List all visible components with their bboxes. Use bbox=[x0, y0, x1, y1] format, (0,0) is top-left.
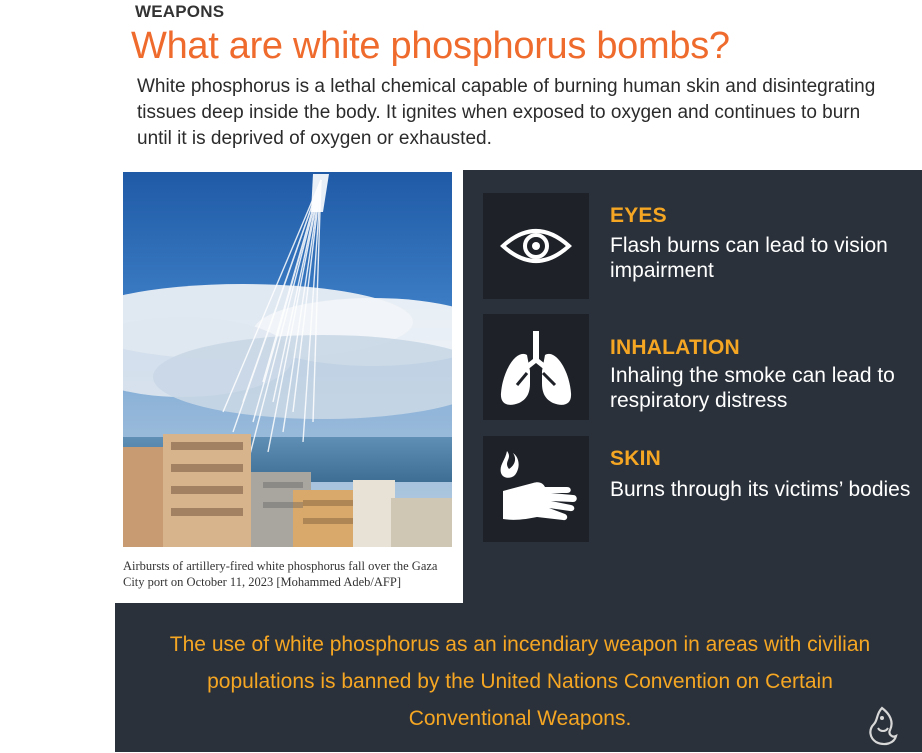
skin-icon-box bbox=[483, 436, 589, 542]
eyes-icon-box bbox=[483, 193, 589, 299]
photo-card bbox=[115, 170, 463, 603]
effect-title-skin: SKIN bbox=[610, 447, 661, 470]
effect-title-inhalation: INHALATION bbox=[610, 336, 740, 359]
white-phosphorus-photo bbox=[123, 172, 452, 547]
effect-desc-inhalation: Inhaling the smoke can lead to respiratory distress bbox=[610, 364, 895, 412]
lungs-icon bbox=[497, 325, 575, 409]
photo-illustration bbox=[123, 172, 452, 547]
section-kicker: WEAPONS bbox=[135, 2, 225, 21]
effect-desc-eyes: Flash burns can lead to vision impairment bbox=[610, 234, 888, 282]
ban-note: The use of white phosphorus as an incendiary weapon in areas with civilian populations is banned by the United Nations Convention on Certain Conventional Weapons. bbox=[169, 633, 871, 730]
effect-title-eyes: EYES bbox=[610, 204, 667, 227]
eye-icon bbox=[500, 226, 572, 266]
al-jazeera-logo bbox=[860, 704, 904, 748]
effect-desc-skin: Burns through its victims’ bodies bbox=[610, 478, 911, 501]
inhalation-icon-box bbox=[483, 314, 589, 420]
photo-caption: Airbursts of artillery-fired white phosphorus fall over the Gaza City port on October 11, 2023 [Mohammed Adeb/AFP] bbox=[123, 559, 438, 589]
burning-hand-icon bbox=[493, 447, 579, 531]
intro-paragraph: White phosphorus is a lethal chemical capable of burning human skin and disintegrating tissues deep inside the body. It ignites when exposed to oxygen and continues to burn until it is deprived of oxygen or exhausted. bbox=[137, 76, 876, 149]
channel-logo-icon bbox=[860, 704, 904, 748]
page-title: What are white phosphorus bombs? bbox=[131, 25, 730, 67]
